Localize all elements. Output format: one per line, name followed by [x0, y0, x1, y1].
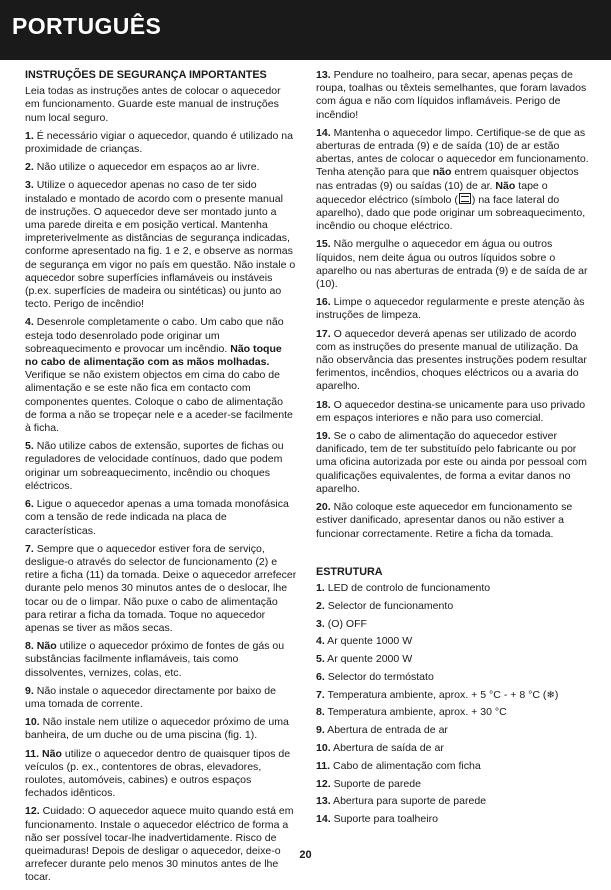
item-text: Limpe o aquecedor regularmente e preste atenção às instruções de limpeza. — [316, 296, 585, 322]
safety-item-5 — [25, 440, 297, 493]
item-text: Cabo de alimentação com ficha — [333, 759, 481, 772]
safety-intro: Leia todas as instruções antes de colocar o aquecedor em funcionamento. Guarde este manual de instruções num local seguro. — [25, 85, 281, 124]
safety-item-16 — [316, 296, 590, 322]
structure-item-9 — [316, 724, 590, 737]
item-number: 8. — [25, 640, 34, 653]
item-number: 16. — [316, 296, 331, 309]
item-bold-lead: Não — [36, 640, 57, 653]
structure-section-title: ESTRUTURA — [316, 565, 383, 578]
safety-item-20 — [316, 501, 590, 541]
safety-item-8 — [25, 640, 297, 680]
item-bold-text: não — [432, 166, 452, 179]
item-bold-text: Não toque no cabo de alimentação com as mãos molhadas. — [25, 342, 282, 369]
structure-item-2 — [316, 600, 590, 613]
item-text: tape o aquecedor eléctrico (símbolo ( — [316, 179, 548, 206]
item-text: Cuidado: O aquecedor aquece muito quando está em funcionamento. Instale o aquecedor eléctrico de forma a não ser possível tocar-lhe inadvertidamente. Risco de queimaduras! Depois de desligar o aquecedor, deixe-o arrefecer durante pelo menos 30 minutos antes de lhe tocar. — [25, 805, 294, 884]
language-title: PORTUGUÊS — [12, 13, 162, 39]
item-text: Não instale o aquecedor directamente por baixo de uma tomada de corrente. — [25, 684, 276, 710]
item-number: 5. — [316, 653, 325, 666]
item-text: Verifique se não existem objectos em cima do cabo de alimentação e se este não fica em contacto com componentes quentes. Coloque o cabo de alimentação de forma a não se tropeçar nele e a aceder-se facilmente à ficha. — [25, 369, 293, 435]
item-text: Sempre que o aquecedor estiver fora de serviço, desligue-o através do selector de funcionamento (2) e retire a ficha (11) da tomada. Deixe o aquecedor arrefecer durante pelo menos 30 minutos antes de o deslocar, lhe tocar ou de o limpar. Não puxe o cabo de alimentação para retirar a ficha da tomada. Toque no aquecedor apenas se tiver as mãos secas. — [25, 542, 297, 634]
item-number: 18. — [316, 398, 331, 411]
item-text: Abertura para suporte de parede — [333, 795, 487, 808]
item-text: Se o cabo de alimentação do aquecedor estiver danificado, tem de ter substituído pelo fabricante ou por uma oficina autorizada por este ou ainda por pessoal com qualificações equivalentes, de forma a evitar danos no aparelho. — [316, 430, 587, 495]
safety-item-1 — [25, 130, 297, 156]
item-text: Não instale nem utilize o aquecedor próximo de uma banheira, de um duche ou de uma piscina (fig. 1). — [25, 716, 289, 742]
safety-item-9 — [25, 685, 297, 711]
item-text: É necessário vigiar o aquecedor, quando é utilizado na proximidade de crianças. — [25, 129, 293, 156]
item-text: Utilize o aquecedor apenas no caso de ter sido instalado e montado de acordo com o presente manual de instruções. O aquecedor deve ser montado junto a uma parede direita e em posição vertical. Mantenha impreterivelmente as distâncias de segurança indicadas, conforme apresentado na fig. 1 e 2, e observe as normas de segurança em vigor no país em questão. Não instale o aquecedor sobre superfícies inflamáveis ou instáveis (p.ex. superfícies de madeira ou sintéticas) ou junto ao tecto. Perigo de incêndio! — [25, 179, 296, 311]
safety-item-12 — [25, 805, 297, 884]
item-text: LED de controlo de funcionamento — [327, 581, 491, 594]
item-number: 6. — [25, 498, 34, 511]
item-text: utilize o aquecedor próximo de fontes de gás ou substâncias facilmente inflamáveis, tais como dissolventes, vernizes, colas, etc. — [25, 640, 285, 679]
item-number: 15. — [316, 238, 331, 251]
item-number: 5. — [25, 440, 34, 453]
structure-item-7 — [316, 689, 590, 702]
page-number: 20 — [299, 849, 312, 861]
item-number: 12. — [316, 777, 331, 790]
item-text: O aquecedor deverá apenas ser utilizado de acordo com as instruções do presente manual de utilização. Da não observância das presentes instruções podem resultar ferimentos, incêndios, choques eléctricos ou a avaria do aparelho. — [316, 327, 587, 393]
item-text: Selector do termóstato — [327, 670, 434, 683]
item-number: 1. — [25, 129, 34, 142]
safety-item-11 — [25, 748, 297, 801]
item-text: Mantenha o aquecedor limpo. Certifique-se de que as aberturas de entrada (9) e de saída (10) de ar estão abertas, antes de colocar o aquecedor em funcionamento. Tenha atenção para que — [316, 126, 589, 179]
structure-item-11 — [316, 760, 590, 773]
structure-item-10 — [316, 742, 590, 755]
safety-item-6 — [25, 498, 297, 538]
item-text: Selector de funcionamento — [327, 599, 454, 612]
item-number: 6. — [316, 670, 325, 683]
item-number: 20. — [316, 501, 331, 514]
item-number: 17. — [316, 327, 331, 340]
safety-item-2 — [25, 161, 297, 174]
item-number: 7. — [316, 688, 325, 701]
item-number: 13. — [316, 795, 331, 808]
snowflake-icon: ❄ — [546, 689, 555, 701]
item-text: entrem quaisquer objectos nas entradas (9) ou saídas (10) de ar. — [316, 166, 579, 192]
structure-item-6 — [316, 671, 590, 684]
safety-item-15 — [316, 238, 590, 291]
item-text: (O) OFF — [327, 617, 367, 630]
item-number: 12. — [25, 805, 40, 818]
item-text: Abertura de entrada de ar — [327, 724, 448, 737]
safety-item-13 — [316, 69, 590, 122]
item-text: Não utilize cabos de extensão, suportes de fichas ou reguladores de velocidade contínuos, dado que podem originar um sobreaquecimento, incêndio ou choques eléctricos. — [25, 440, 284, 492]
item-bold-text: Não — [495, 179, 516, 192]
item-text: Abertura de saída de ar — [333, 742, 444, 755]
left-column — [25, 69, 297, 890]
safety-item-17 — [316, 328, 590, 394]
item-number: 2. — [25, 161, 34, 174]
do-not-cover-symbol-icon — [459, 193, 471, 204]
structure-item-12 — [316, 778, 590, 791]
item-text: Suporte para toalheiro — [333, 813, 438, 826]
structure-item-13 — [316, 795, 590, 808]
item-text: Ar quente 1000 W — [327, 635, 413, 648]
item-text: Não utilize o aquecedor em espaços ao ar livre. — [36, 161, 260, 174]
structure-item-3 — [316, 618, 590, 631]
structure-item-5 — [316, 653, 590, 666]
safety-section-title: INSTRUÇÕES DE SEGURANÇA IMPORTANTES — [25, 69, 267, 81]
item-number: 14. — [316, 126, 331, 139]
item-number: 19. — [316, 430, 331, 443]
item-number: 11. — [316, 759, 331, 772]
item-text: ) na face lateral do aparelho), dado que pode originar um sobreaquecimento, incêndio ou choque eléctrico. — [316, 193, 586, 233]
safety-item-4 — [25, 316, 297, 435]
item-number: 3. — [316, 617, 325, 630]
item-text: O aquecedor destina-se unicamente para uso privado em espaços interiores e não para uso comercial. — [316, 398, 586, 424]
item-text: Temperatura ambiente, aprox. + 5 °C - + 8 °C ( — [327, 688, 547, 701]
item-text: ) — [554, 688, 559, 701]
item-number: 4. — [316, 635, 325, 648]
item-bold-lead: Não — [42, 747, 62, 760]
item-text: utilize o aquecedor dentro de quaisquer tipos de veículos (p. ex., contentores de obras, elevadores, roulotes, automóveis, cabines) e outros espaços fechados idênticos. — [25, 747, 291, 800]
item-number: 7. — [25, 542, 34, 555]
item-number: 9. — [316, 724, 325, 737]
item-number: 10. — [316, 742, 331, 755]
structure-item-4 — [316, 635, 590, 648]
structure-item-1 — [316, 582, 590, 595]
safety-item-19 — [316, 430, 590, 496]
item-text: Suporte de parede — [333, 777, 421, 790]
item-text: Não mergulhe o aquecedor em água ou outros líquidos, nem deite água ou outros líquidos sobre o aparelho ou nas aberturas de entrada (9) e de saída de ar (10). — [316, 238, 588, 291]
item-number: 10. — [25, 716, 40, 729]
language-header-bar — [0, 0, 611, 60]
item-text: Não coloque este aquecedor em funcionamento se estiver danificado, apresentar danos ou não estiver a funcionar correctamente. Retire a ficha da tomada. — [316, 501, 573, 540]
right-column — [316, 69, 590, 831]
item-number: 4. — [25, 316, 34, 329]
safety-item-10 — [25, 716, 297, 742]
safety-item-3 — [25, 179, 297, 311]
safety-item-7 — [25, 543, 297, 635]
safety-item-18 — [316, 399, 590, 425]
item-number: 8. — [316, 706, 325, 719]
item-number: 1. — [316, 581, 325, 594]
item-number: 3. — [25, 179, 34, 192]
structure-item-14 — [316, 813, 590, 826]
structure-item-8 — [316, 706, 590, 719]
item-text: Desenrole completamente o cabo. Um cabo que não esteja todo desenrolado pode originar um sobreaquecimento e provocar um incêndio. — [25, 316, 284, 355]
item-text: Ligue o aquecedor apenas a uma tomada monofásica com a tensão de rede indicada na placa de características. — [25, 498, 289, 537]
item-text: Pendure no toalheiro, para secar, apenas peças de roupa, toalhas ou têxteis semelhantes, que foram lavados com água e não com líquidos inflamáveis. Perigo de incêndio! — [316, 69, 587, 121]
item-text: Temperatura ambiente, aprox. + 30 °C — [327, 706, 507, 719]
item-text: Ar quente 2000 W — [327, 653, 413, 666]
safety-item-14 — [316, 127, 590, 234]
item-number: 2. — [316, 599, 325, 612]
item-number: 13. — [316, 69, 331, 81]
item-number: 14. — [316, 813, 331, 826]
item-number: 11. — [25, 747, 40, 760]
item-number: 9. — [25, 684, 34, 697]
